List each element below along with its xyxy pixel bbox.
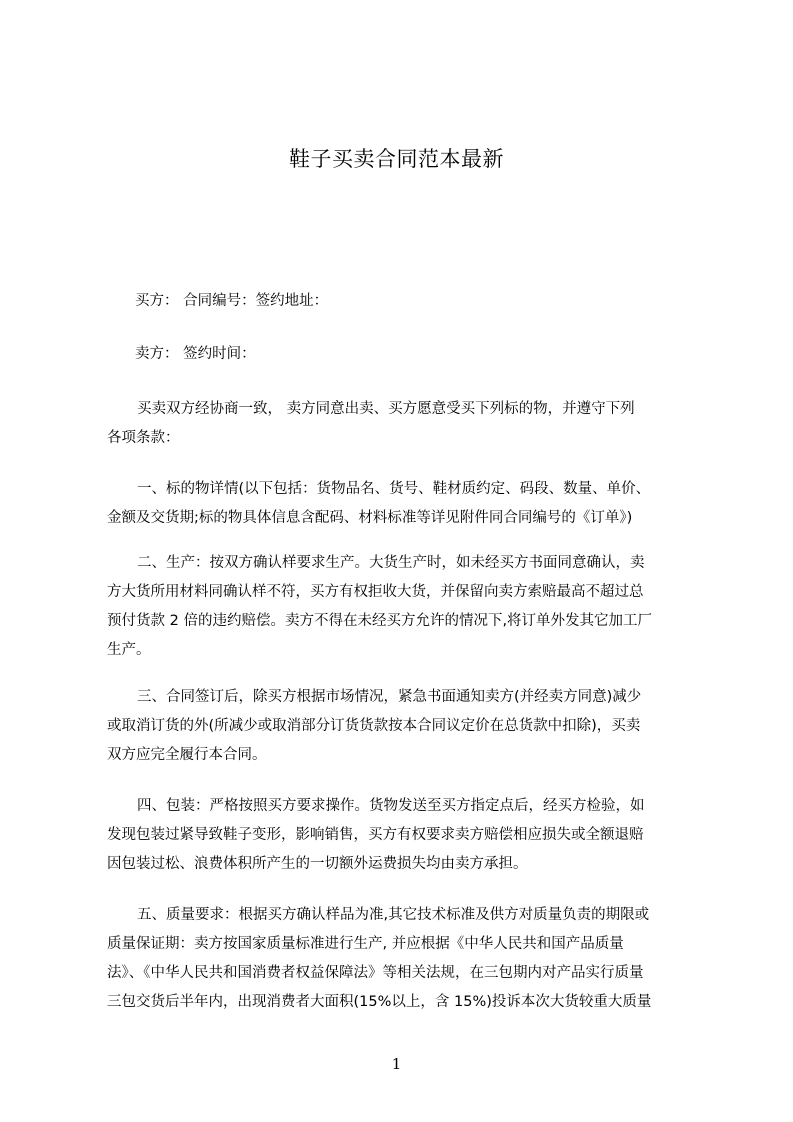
clause-4-paragraph (107, 792, 697, 879)
paragraph-line: 预付货款 2 倍的违约赔偿。卖方不得在未经买方允许的情况下,将订单外发其它加工厂 (107, 613, 653, 629)
buyer-line: 买方： 合同编号：签约地址： (135, 293, 329, 309)
intro-paragraph (107, 395, 697, 453)
paragraph-line: 金额及交货期;标的物具体信息含配码、材料标准等详见附件同合同编号的《订单》) (107, 510, 633, 526)
paragraph-line: 生产。 (107, 642, 151, 658)
paragraph-line: 各项条款： (107, 430, 180, 446)
clause-1-paragraph (107, 475, 697, 533)
paragraph-line: 或取消订货的外(所减少或取消部分订货货款按本合同议定价在总货款中扣除)，买卖 (107, 718, 641, 734)
paragraph-line: 双方应完全履行本合同。 (107, 747, 267, 763)
paragraph-line: 因包装过松、浪费体积所产生的一切额外运费损失均由卖方承担。 (107, 856, 528, 872)
paragraph-line: 一、标的物详情(以下包括：货物品名、货号、鞋材质约定、码段、数量、单价、 (137, 481, 651, 497)
clause-2-paragraph (107, 549, 697, 665)
paragraph-line: 二、生产：按双方确认样要求生产。大货生产时，如未经买方书面同意确认，卖 (137, 555, 645, 571)
paragraph-line: 五、质量要求：根据买方确认样品为准,其它技术标准及供方对质量负责的期限或 (137, 907, 650, 923)
clause-5-paragraph (107, 901, 697, 1017)
seller-line: 卖方： 签约时间： (135, 346, 256, 362)
paragraph-line: 方大货所用材料同确认样不符，买方有权拒收大货，并保留向卖方索赔最高不超过总 (107, 584, 644, 600)
paragraph-line: 三包交货后半年内，出现消费者大面积(15%以上，含 15%)投诉本次大货较重大质量 (107, 994, 652, 1010)
paragraph-line: 法》、《中华人民共和国消费者权益保障法》等相关法规，在三包期内对产品实行质量 (107, 965, 644, 981)
paragraph-line: 买卖双方经协商一致， 卖方同意出卖、买方愿意受买下列标的物，并遵守下列 (137, 401, 635, 417)
paragraph-line: 四、包装：严格按照买方要求操作。货物发送至买方指定点后，经买方检验，如 (137, 798, 645, 814)
paragraph-line: 发现包装过紧导致鞋子变形，影响销售，买方有权要求卖方赔偿相应损失或全额退赔 (107, 827, 644, 843)
clause-3-paragraph (107, 683, 697, 770)
document-title: 鞋子买卖合同范本最新 (289, 147, 504, 171)
page-number: 1 (391, 1055, 402, 1073)
paragraph-line: 三、合同签订后，除买方根据市场情况，紧急书面通知卖方(并经卖方同意)减少 (137, 689, 642, 705)
paragraph-line: 质量保证期：卖方按国家质量标准进行生产, 并应根据《中华人民共和国产品质量 (107, 936, 624, 952)
